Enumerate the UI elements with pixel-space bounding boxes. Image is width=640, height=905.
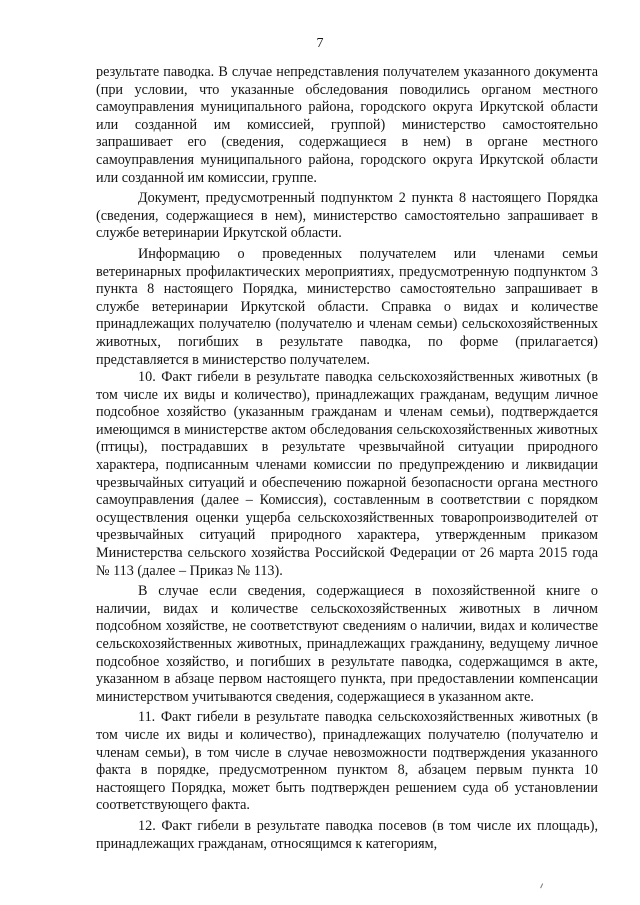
page-number: 7 bbox=[316, 36, 324, 51]
document-body bbox=[96, 64, 598, 853]
paragraph-document-request: Документ, предусмотренный подпунктом 2 пункта 8 настоящего Порядка (сведения, содержащиеся в нем), министерство самостоятельно запрашивает в службе ветеринарии Иркутской области. bbox=[96, 190, 598, 242]
paragraph-household-book: В случае если сведения, содержащиеся в похозяйственной книге о наличии, видах и количестве сельскохозяйственных животных в личном подсобном хозяйстве, не соответствуют сведениям о наличии, видах и количестве сельскохозяйственных животных, принадлежащих гражданину, ведущему личное подсобное хозяйство, и погибших в результате паводка, содержащимся в акте, указанном в абзаце первом настоящего пункта, при предоставлении компенсации министерством учитываются сведения, содержащиеся в указанном акте. bbox=[96, 583, 598, 705]
paragraph-clause-11: 11. Факт гибели в результате паводка сельскохозяйственных животных (в том числе их виды и количество), принадлежащих получателю (получателю и членам семьи), в том числе в случае невозможности подтверждения указанного факта в порядке, предусмотренном пунктом 8, абзацем первым пункта 10 настоящего Порядка, может быть подтвержден решением суда об установлении соответствующего факта. bbox=[96, 709, 598, 814]
paragraph-clause-10: 10. Факт гибели в результате паводка сельскохозяйственных животных (в том числе их виды и количество), принадлежащих гражданам, ведущим личное подсобное хозяйство (указанным гражданам и членам семьи), подтверждается имеющимся в министерстве актом обследования сельскохозяйственных животных (птицы), пострадавших в результате чрезвычайной ситуации природного характера, подписанным членами комиссии по предупреждению и ликвидации чрезвычайных ситуаций и обеспечению пожарной безопасности органа местного самоуправления (далее – Комиссия), составленным в соответствии с порядком осуществления оценки ущерба сельскохозяйственных товаропроизводителей от чрезвычайных ситуаций природного характера, утвержденным приказом Министерства сельского хозяйства Российской Федерации от 26 марта 2015 года № 113 (далее – Приказ № 113). bbox=[96, 369, 598, 579]
scan-mark bbox=[540, 883, 546, 889]
paragraph-veterinary-information: Информацию о проведенных получателем или членами семьи ветеринарных профилактических мероприятиях, предусмотренную подпунктом 3 пункта 8 настоящего Порядка, министерство самостоятельно запрашивает в службе ветеринарии Иркутской области. Справка о видах и количестве принадлежащих получателю (получателю и членам семьи) сельскохозяйственных животных, погибших в результате паводка, по форме (прилагается) представляется в министерство получателем. bbox=[96, 245, 598, 368]
paragraph-continuation: результате паводка. В случае непредставления получателем указанного документа (при условии, что указанные обследования поводились органом местного самоуправления муниципального района, городского округа Иркутской области или созданной им комиссией, группой) министерство самостоятельно запрашивает его (сведения, содержащиеся в нем) в органе местного самоуправления муниципального района, городского округа Иркутской области или созданной им комиссии, группе. bbox=[96, 64, 598, 186]
paragraph-clause-12: 12. Факт гибели в результате паводка посевов (в том числе их площадь), принадлежащих гражданам, относящимся к категориям, bbox=[96, 817, 598, 852]
